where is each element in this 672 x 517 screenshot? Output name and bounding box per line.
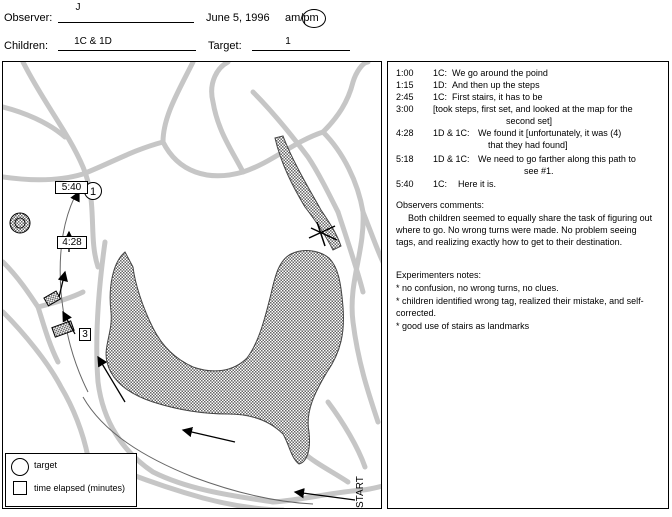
log-time: 2:45 (396, 92, 414, 102)
children-value: 1C & 1D (74, 36, 112, 47)
log-who: 1D & 1C: (433, 128, 470, 138)
log-who: 1C: (433, 179, 448, 189)
time-box-5-40: 5:40 (55, 181, 88, 194)
target-underline (252, 50, 350, 51)
target-number: 1 (89, 186, 97, 198)
log-text: see #1. (524, 166, 554, 176)
log-who: 1C: (433, 68, 448, 78)
log-time: 1:15 (396, 80, 414, 90)
experimenters-heading: Experimenters notes: (396, 270, 482, 280)
legend-time-label: time elapsed (minutes) (34, 483, 126, 493)
stairs-lower (52, 321, 74, 337)
children-underline (58, 50, 196, 51)
log-time: 3:00 (396, 104, 414, 114)
am-pm-label: am/pm (285, 12, 319, 24)
route-map (2, 61, 382, 509)
log-time: 1:00 (396, 68, 414, 78)
log-time: 5:18 (396, 154, 414, 164)
target-value: 1 (285, 36, 291, 47)
log-who: 1C: (433, 92, 448, 102)
log-text: We go around the poind (452, 68, 548, 78)
experimenters-note: * children identified wrong tag, realized their mistake, and self-corrected. (396, 296, 644, 318)
log-text: We need to go farther along this path to (478, 154, 636, 164)
observers-heading: Observers comments: (396, 200, 485, 210)
log-text: First stairs, it has to be (452, 92, 543, 102)
log-time: 5:40 (396, 179, 414, 189)
observer-underline (58, 22, 194, 23)
log-time: 4:28 (396, 128, 414, 138)
log-text: And then up the steps (452, 80, 540, 90)
log-who: 1D & 1C: (433, 154, 470, 164)
legend-target-label: target (34, 460, 58, 470)
legend-target-icon (11, 458, 29, 476)
map-legend (5, 453, 137, 507)
log-text: that they had found] (488, 140, 568, 150)
observation-date: June 5, 1996 (206, 12, 270, 24)
log-text: We found it [unfortunately, it was (4) (478, 128, 622, 138)
target-label: Target: (208, 40, 242, 52)
log-text: [took steps, first set, and looked at the map for the (433, 104, 633, 114)
log-who: 1D: (433, 80, 448, 90)
observer-value: J (75, 2, 81, 13)
log-text: Here it is. (458, 179, 497, 189)
map-drawing (3, 62, 382, 509)
pm-circle (302, 9, 326, 28)
start-label: START (355, 476, 366, 508)
time-box-4-28: 4:28 (57, 236, 87, 249)
observer-label: Observer: (4, 12, 53, 24)
experimenters-note: * no confusion, no wrong turns, no clues. (396, 283, 559, 293)
notes-panel (387, 61, 669, 509)
wrong-tag-marker (10, 213, 30, 233)
legend-time-icon (13, 481, 27, 495)
experimenters-note: * good use of stairs as landmarks (396, 321, 530, 331)
time-box-3: 3 (79, 328, 91, 341)
observers-comments: Both children seemed to equally share the task of figuring out where to go. No wrong turns were made. No problem seeing tags, and realizing exactly how to get to their destination. (396, 213, 653, 247)
children-label: Children: (4, 40, 49, 52)
log-text: second set] (506, 116, 553, 126)
pond (106, 251, 343, 464)
